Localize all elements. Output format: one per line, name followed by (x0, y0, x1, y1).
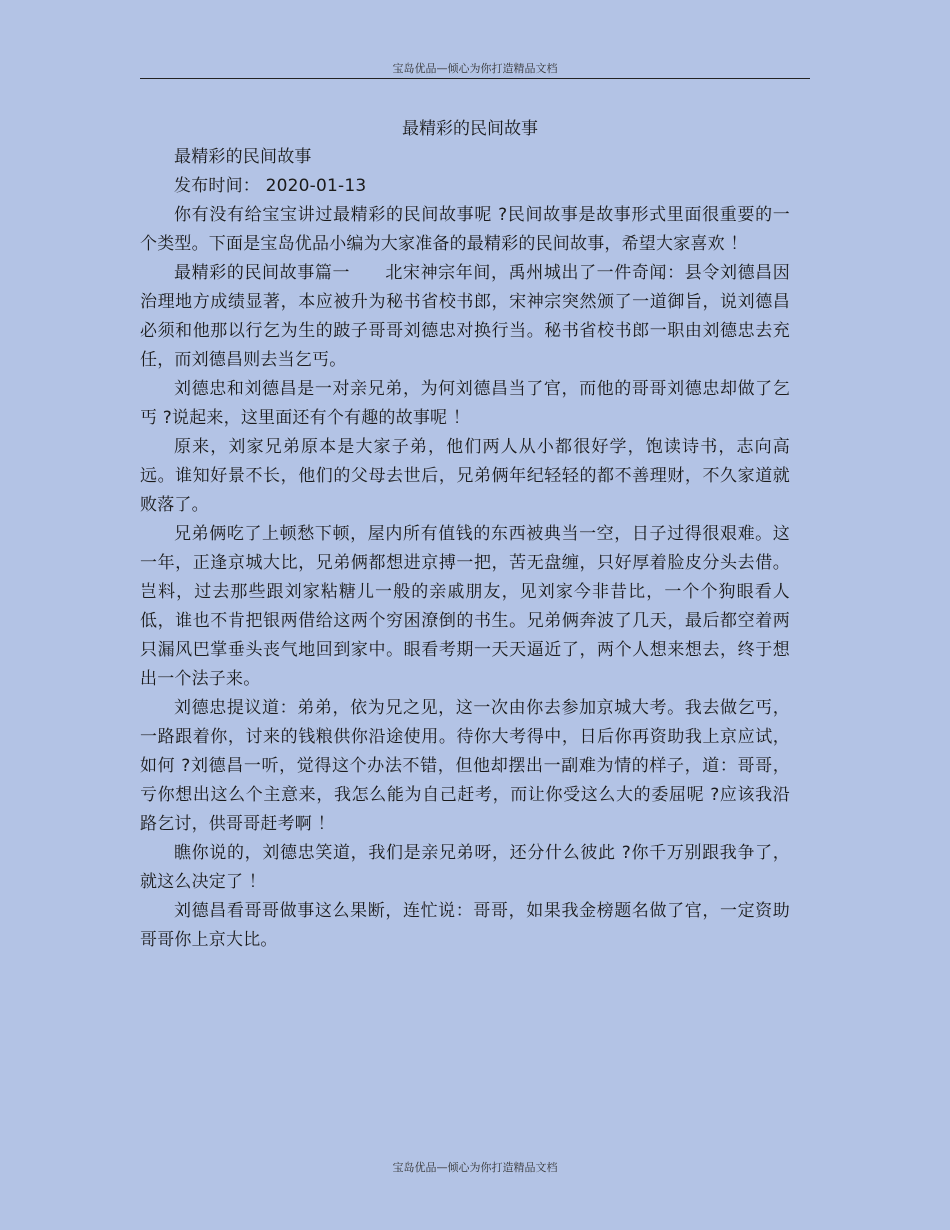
header-divider (140, 78, 810, 79)
paragraph-subtitle: 最精彩的民间故事 (174, 147, 312, 167)
paragraph: 最精彩的民间故事篇一 北宋神宗年间，禹州城出了一件奇闻：县令刘德昌因治理地方成绩显著，本应被升为秘书省校书郎，宋神宗突然颁了一道御旨，说刘德昌必须和他那以行乞为生的跛子哥哥刘德忠对换行当。秘书省校书郎一职由刘德忠去充任，而刘德昌则去当乞丐。 (140, 263, 790, 370)
document-body (140, 143, 790, 955)
paragraph-publish-date: 发布时间： 2020-01-13 (174, 176, 367, 196)
paragraph: 原来，刘家兄弟原本是大家子弟，他们两人从小都很好学，饱读诗书，志向高远。谁知好景不长，他们的父母去世后，兄弟俩年纪轻轻的都不善理财，不久家道就败落了。 (140, 437, 790, 515)
paragraph: 刘德昌看哥哥做事这么果断，连忙说：哥哥，如果我金榜题名做了官，一定资助哥哥你上京大比。 (140, 901, 790, 950)
paragraph: 瞧你说的，刘德忠笑道，我们是亲兄弟呀，还分什么彼此 ?你千万别跟我争了，就这么决定了 ！ (140, 843, 790, 892)
document-title: 最精彩的民间故事 (402, 119, 538, 139)
paragraph: 刘德忠提议道：弟弟，依为兄之见，这一次由你去参加京城大考。我去做乞丐，一路跟着你，讨来的钱粮供你沿途使用。待你大考得中，日后你再资助我上京应试，如何 ?刘德昌一听，觉得这个办法不错，但他却摆出一副难为情的样子，道：哥哥，亏你想出这么个主意来，我怎么能为自己赶考，而让你受这么大的委屈呢 ?应该我沿路乞讨，供哥哥赶考啊 ！ (140, 698, 790, 834)
paragraph-intro: 你有没有给宝宝讲过最精彩的民间故事呢 ?民间故事是故事形式里面很重要的一个类型。下面是宝岛优品小编为大家准备的最精彩的民间故事，希望大家喜欢 ！ (140, 205, 790, 254)
page-footer: 宝岛优品—倾心为你打造精品文档 (392, 1161, 558, 1174)
paragraph: 兄弟俩吃了上顿愁下顿，屋内所有值钱的东西被典当一空，日子过得很艰难。这一年，正逢京城大比，兄弟俩都想进京搏一把，苦无盘缠，只好厚着脸皮分头去借。岂料，过去那些跟刘家粘糖儿一般的亲戚朋友，见刘家今非昔比，一个个狗眼看人低，谁也不肯把银两借给这两个穷困潦倒的书生。兄弟俩奔波了几天，最后都空着两只漏风巴掌垂头丧气地回到家中。眼看考期一天天逼近了，两个人想来想去，终于想出一个法子来。 (140, 524, 790, 689)
page-header: 宝岛优品—倾心为你打造精品文档 (392, 62, 558, 75)
paragraph: 刘德忠和刘德昌是一对亲兄弟，为何刘德昌当了官，而他的哥哥刘德忠却做了乞丐 ?说起来，这里面还有个有趣的故事呢 ！ (140, 379, 790, 428)
